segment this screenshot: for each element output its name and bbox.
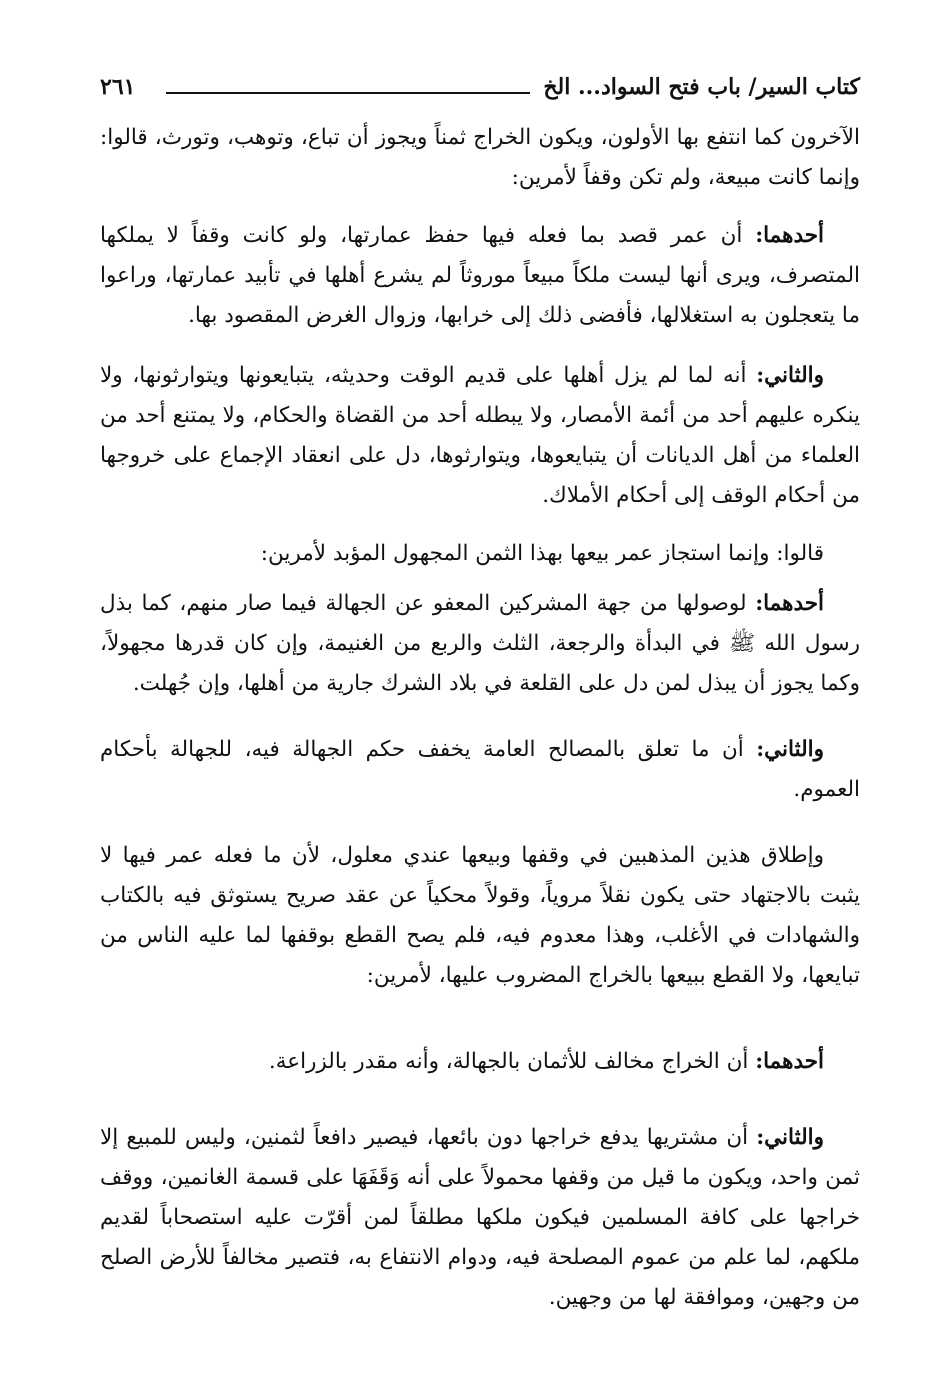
paragraph-4	[100, 534, 860, 574]
paragraph-text: أن مشتريها يدفع خراجها دون بائعها، فيصير دافعاً لثمنين، وليس للمبيع إلا ثمن واحد، ويكون ما قيل من وقفها محمولاً على أنه وَقَفَهَا على قسمة الغانمين، ووقف خراجها على كافة المسلمين فيكون ملكها مطلقاً لمن أقرّت عليه استصحاباً لقديم ملكهم، لما علم من عموم المصلحة فيه، ودوام الانتفاع به، فتصير مخالفاً للأرض الصلح من وجهين، وموافقة لها من وجهين.	[100, 1125, 860, 1310]
paragraph-text: وإطلاق هذين المذهبين في وقفها وبيعها عندي معلول، لأن ما فعله عمر فيها لا يثبت بالاجتهاد حتى يكون نقلاً مروياً، وقولاً محكياً عن عقد صريح يستوثق فيه بالكتاب والشهادات في الأغلب، وهذا معدوم فيه، فلم يصح القطع بوقفها لما عليه الناس من تبايعها، ولا القطع ببيعها بالخراج المضروب عليها، لأمرين:	[100, 843, 860, 988]
page-body	[100, 118, 860, 1318]
paragraph-lead: والثاني:	[756, 1125, 824, 1150]
paragraph-lead: والثاني:	[756, 737, 824, 762]
paragraph-text: الآخرون كما انتفع بها الأولون، ويكون الخراج ثمناً ويجوز أن تباع، وتوهب، وتورث، قالوا: وإنما كانت مبيعة، ولم تكن وقفاً لأمرين:	[100, 125, 860, 190]
paragraph-lead: أحدهما:	[755, 591, 824, 616]
paragraph-text: لوصولها من جهة المشركين المعفو عن الجهالة فيما صار منهم، كما بذل رسول الله ﷺ في البدأة والرجعة، الثلث والربع من الغنيمة، وإن كان قدرها مجهولاً، وكما يجوز أن يبذل لمن دل على القلعة في بلاد الشرك جارية من أهلها، وإن جُهلت.	[100, 591, 860, 696]
paragraph-text: قالوا: وإنما استجاز عمر بيعها بهذا الثمن المجهول المؤبد لأمرين:	[260, 541, 824, 566]
paragraph-2	[100, 216, 860, 336]
paragraph-lead: أحدهما:	[755, 1049, 824, 1074]
paragraph-text: أن ما تعلق بالمصالح العامة يخفف حكم الجهالة فيه، للجهالة بأحكام العموم.	[100, 737, 860, 802]
paragraph-8	[100, 1042, 860, 1082]
header-title: كتاب السير/ باب فتح السواد... الخ	[543, 74, 860, 100]
paragraph-text: أن عمر قصد بما فعله فيها حفظ عمارتها، ولو كانت وقفاً لا يملكها المتصرف، ويرى أنها ليست ملكاً مبيعاً موروثاً لم يشرع أهلها في تأبيد عمارتها، وراعوا ما يتعجلون به استغلالها، فأفضى ذلك إلى خرابها، وزوال الغرض المقصود بها.	[100, 223, 860, 328]
paragraph-text: أنه لما لم يزل أهلها على قديم الوقت وحديثه، يتبايعونها ويتوارثونها، ولا ينكره عليهم أحد من أئمة الأمصار، ولا يبطله أحد من القضاة والحكام، ولا يمتنع أحد من العلماء من أهل الديانات أن يتبايعوها، ويتوارثوها، دل على انعقاد الإجماع على خروجها من أحكام الوقف إلى أحكام الأملاك.	[100, 363, 860, 508]
paragraph-text: أن الخراج مخالف للأثمان بالجهالة، وأنه مقدر بالزراعة.	[268, 1049, 756, 1074]
paragraph-3	[100, 356, 860, 516]
page-number: ٢٦١	[100, 74, 136, 100]
header-rule	[166, 92, 530, 94]
paragraph-1	[100, 118, 860, 198]
paragraph-9	[100, 1118, 860, 1318]
paragraph-6	[100, 730, 860, 810]
paragraph-7	[100, 836, 860, 996]
running-header	[100, 70, 860, 110]
paragraph-lead: أحدهما:	[755, 223, 824, 248]
paragraph-lead: والثاني:	[756, 363, 824, 388]
paragraph-5	[100, 584, 860, 704]
